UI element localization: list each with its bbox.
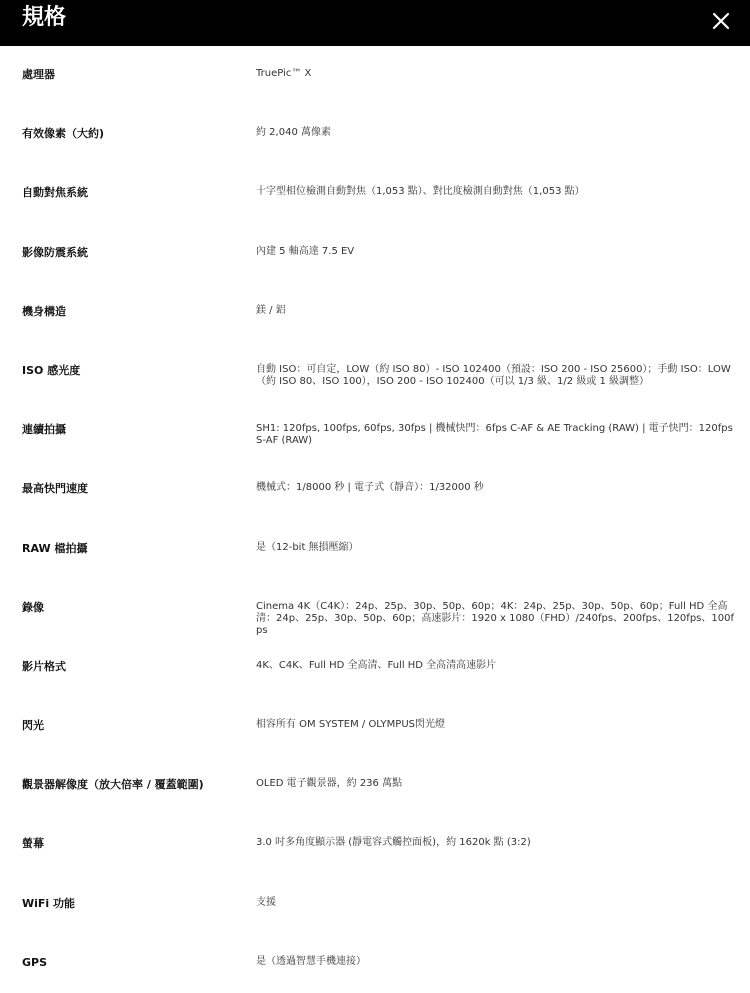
spec-row-autofocus bbox=[0, 164, 750, 223]
spec-value: Cinema 4K（C4K）：24p、25p、30p、50p、60p；4K：24p、25p、30p、50p、60p；Full HD 全高清：24p、25p、30p、50p、60p；高速影片：1920 x 1080（FHD）/240fps、200fps、120fps、100fps bbox=[256, 600, 734, 636]
spec-value: 是（透過智慧手機連接） bbox=[256, 955, 366, 967]
spec-label: 影片格式 bbox=[22, 659, 66, 673]
spec-label: 觀景器解像度（放大倍率 / 覆蓋範圍) bbox=[22, 778, 204, 792]
spec-value: 是（12-bit 無損壓縮） bbox=[256, 541, 359, 553]
spec-value: 鎂 / 鋁 bbox=[256, 304, 286, 316]
spec-value: 支援 bbox=[256, 896, 276, 908]
spec-value: OLED 電子觀景器，約 236 萬點 bbox=[256, 778, 403, 790]
spec-label: 最高快門速度 bbox=[22, 482, 88, 496]
spec-row-gps bbox=[0, 934, 750, 993]
spec-value: 相容所有 OM SYSTEM / OLYMPUS閃光燈 bbox=[256, 719, 445, 731]
spec-value: TruePic™ X bbox=[256, 68, 312, 79]
spec-value: 十字型相位檢測自動對焦（1,053 點）、對比度檢測自動對焦（1,053 點） bbox=[256, 186, 585, 198]
spec-row-video-format bbox=[0, 638, 750, 697]
spec-value: SH1: 120fps, 100fps, 60fps, 30fps | 機械快門：6fps C-AF & AE Tracking (RAW) | 電子快門：120fps S-AF (RAW) bbox=[256, 423, 733, 447]
spec-row-viewfinder bbox=[0, 756, 750, 815]
spec-row-shutter bbox=[0, 460, 750, 519]
spec-row-wifi bbox=[0, 875, 750, 934]
spec-value: 4K、C4K、Full HD 全高清、Full HD 全高清高速影片 bbox=[256, 659, 497, 671]
page-title: 規格 bbox=[22, 5, 67, 30]
spec-label: GPS bbox=[22, 955, 48, 969]
close-icon bbox=[706, 6, 736, 36]
spec-label: 有效像素（大約) bbox=[22, 127, 105, 141]
spec-value: 約 2,040 萬像素 bbox=[256, 127, 331, 139]
spec-list bbox=[0, 46, 750, 993]
spec-row-body bbox=[0, 283, 750, 342]
header-bar bbox=[0, 0, 750, 46]
spec-row-processor bbox=[0, 46, 750, 105]
spec-label: WiFi 功能 bbox=[22, 896, 76, 910]
spec-row-iso bbox=[0, 342, 750, 401]
close-button[interactable] bbox=[706, 6, 736, 36]
spec-label: 機身構造 bbox=[22, 304, 66, 318]
spec-value: 機械式：1/8000 秒 | 電子式（靜音）：1/32000 秒 bbox=[256, 482, 484, 494]
spec-label: 影像防震系統 bbox=[22, 245, 88, 259]
spec-row-flash bbox=[0, 697, 750, 756]
spec-row-video bbox=[0, 579, 750, 638]
spec-label: 連續拍攝 bbox=[22, 423, 66, 437]
spec-label: 螢幕 bbox=[22, 837, 44, 851]
spec-label: ISO 感光度 bbox=[22, 363, 81, 377]
spec-value: 自動 ISO：可自定，LOW（約 ISO 80）- ISO 102400（預設：ISO 200 - ISO 25600）；手動 ISO：LOW（約 ISO 80、ISO 100），ISO 200 - ISO 102400（可以 1/3 級、1/2 級或 1 級調整） bbox=[256, 363, 731, 387]
spec-row-effective-pixels bbox=[0, 105, 750, 164]
spec-label: RAW 檔拍攝 bbox=[22, 541, 88, 555]
spec-value: 3.0 吋多角度顯示器 (靜電容式觸控面板)，約 1620k 點 (3:2) bbox=[256, 837, 531, 849]
spec-value: 內建 5 軸高達 7.5 EV bbox=[256, 245, 355, 257]
spec-label: 自動對焦系統 bbox=[22, 186, 88, 200]
spec-label: 閃光 bbox=[22, 719, 44, 733]
spec-row-stabilization bbox=[0, 224, 750, 283]
spec-row-raw bbox=[0, 520, 750, 579]
spec-label: 處理器 bbox=[22, 68, 55, 81]
spec-label: 錄像 bbox=[22, 600, 44, 614]
spec-row-monitor bbox=[0, 815, 750, 874]
spec-row-continuous bbox=[0, 401, 750, 460]
